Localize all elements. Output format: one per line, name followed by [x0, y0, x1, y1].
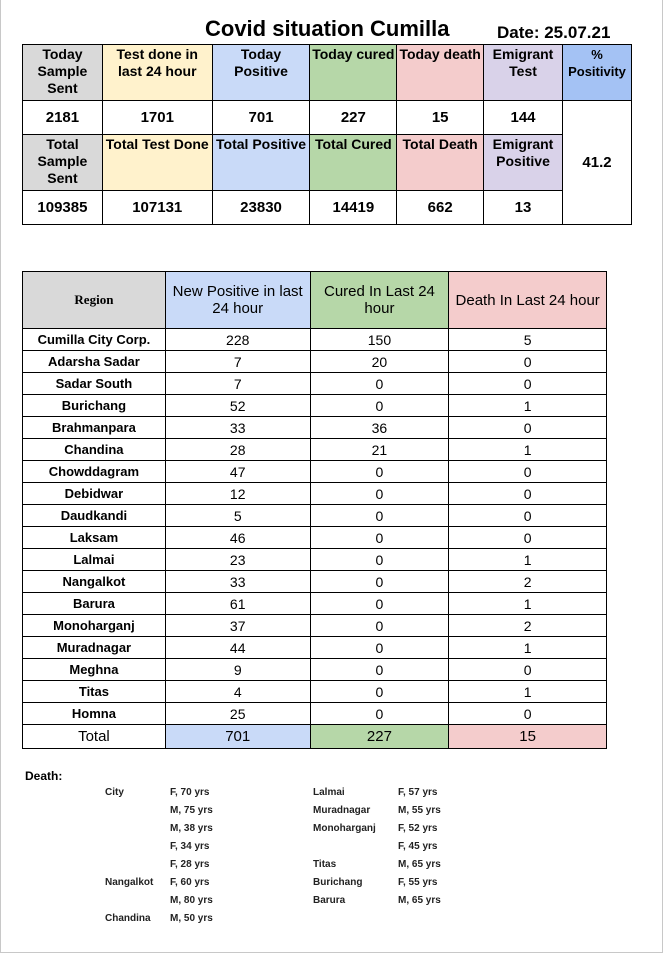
cured-cell: 0 [310, 571, 449, 593]
table-row [23, 615, 607, 637]
death-cell: 1 [449, 395, 607, 417]
death-detail: F, 70 yrs [170, 787, 210, 798]
death-label: Death: [25, 769, 63, 783]
today-death-header: Today death [397, 45, 484, 101]
death-place [105, 856, 153, 874]
death-place: Nangalkot [105, 877, 154, 888]
death-header: Death In Last 24 hour [449, 272, 607, 329]
death-cell: 1 [449, 681, 607, 703]
table-row [23, 659, 607, 681]
total-test-done-header: Total Test Done [102, 135, 212, 191]
table-row [23, 351, 607, 373]
cured-cell: 20 [310, 351, 449, 373]
death-place: Lalmai [313, 787, 345, 798]
emigrant-positive-header: Emigrant Positive [484, 135, 563, 191]
death-cell: 0 [449, 527, 607, 549]
region-name-cell: Daudkandi [23, 505, 166, 527]
new-positive-cell: 25 [165, 703, 310, 725]
new-positive-header: New Positive in last 24 hour [165, 272, 310, 329]
total-positive-value: 23830 [212, 191, 310, 225]
death-cell: 1 [449, 439, 607, 461]
new-positive-cell: 228 [165, 329, 310, 351]
death-detail: M, 65 yrs [398, 895, 441, 906]
page-title: Covid situation Cumilla [205, 16, 450, 41]
death-detail: F, 45 yrs [398, 841, 438, 852]
death-place: Muradnagar [313, 805, 371, 816]
cured-cell: 0 [310, 373, 449, 395]
table-row [23, 527, 607, 549]
death-place [105, 892, 153, 910]
table-row [23, 549, 607, 571]
death-detail: F, 34 yrs [170, 841, 210, 852]
region-name-cell: Burichang [23, 395, 166, 417]
death-place [105, 838, 153, 856]
total-row [23, 725, 607, 749]
death-cell: 0 [449, 505, 607, 527]
death-detail: M, 80 yrs [170, 895, 213, 906]
new-positive-cell: 33 [165, 417, 310, 439]
new-positive-cell: 52 [165, 395, 310, 417]
total-header-row [23, 135, 632, 191]
new-positive-cell: 46 [165, 527, 310, 549]
emigrant-test-value: 144 [484, 101, 563, 135]
new-positive-cell: 4 [165, 681, 310, 703]
new-positive-cell: 47 [165, 461, 310, 483]
new-positive-cell: 12 [165, 483, 310, 505]
death-cell: 0 [449, 373, 607, 395]
today-sample-sent-header: Today Sample Sent [23, 45, 103, 101]
new-positive-cell: 28 [165, 439, 310, 461]
death-place: City [105, 787, 124, 798]
region-header-row [23, 272, 607, 329]
today-cured-header: Today cured [310, 45, 397, 101]
today-sample-sent-value: 2181 [23, 101, 103, 135]
region-name-cell: Titas [23, 681, 166, 703]
death-cell: 0 [449, 417, 607, 439]
total-cured: 227 [310, 725, 449, 749]
today-positive-value: 701 [212, 101, 310, 135]
region-table [22, 271, 607, 749]
table-row [23, 637, 607, 659]
cured-cell: 0 [310, 681, 449, 703]
positivity-value: 41.2 [562, 101, 631, 225]
cured-cell: 0 [310, 615, 449, 637]
total-test-done-value: 107131 [102, 191, 212, 225]
death-detail: F, 52 yrs [398, 823, 438, 834]
new-positive-cell: 5 [165, 505, 310, 527]
region-name-cell: Sadar South [23, 373, 166, 395]
region-name-cell: Barura [23, 593, 166, 615]
cured-header: Cured In Last 24 hour [310, 272, 449, 329]
death-cell: 1 [449, 637, 607, 659]
cured-cell: 0 [310, 637, 449, 659]
region-name-cell: Cumilla City Corp. [23, 329, 166, 351]
table-row [23, 417, 607, 439]
total-death-value: 662 [397, 191, 484, 225]
cured-cell: 0 [310, 461, 449, 483]
death-place: Chandina [105, 913, 151, 924]
today-cured-value: 227 [310, 101, 397, 135]
death-place [313, 838, 376, 856]
cured-cell: 0 [310, 505, 449, 527]
total-new-positive: 701 [165, 725, 310, 749]
table-row [23, 505, 607, 527]
table-row [23, 461, 607, 483]
new-positive-cell: 7 [165, 351, 310, 373]
total-values-row [23, 191, 632, 225]
total-death: 15 [449, 725, 607, 749]
region-name-cell: Muradnagar [23, 637, 166, 659]
cured-cell: 0 [310, 483, 449, 505]
table-row [23, 329, 607, 351]
positivity-header: % Positivity [562, 45, 631, 101]
region-name-cell: Homna [23, 703, 166, 725]
region-name-cell: Debidwar [23, 483, 166, 505]
cured-cell: 0 [310, 549, 449, 571]
death-detail: M, 50 yrs [170, 913, 213, 924]
today-values-row [23, 101, 632, 135]
death-cell: 2 [449, 615, 607, 637]
region-name-cell: Laksam [23, 527, 166, 549]
death-cell: 0 [449, 659, 607, 681]
death-cell: 0 [449, 483, 607, 505]
death-place [105, 802, 153, 820]
report-date: Date: 25.07.21 [497, 23, 611, 42]
region-name-cell: Meghna [23, 659, 166, 681]
death-right-places [313, 784, 376, 910]
death-detail: M, 38 yrs [170, 823, 213, 834]
death-place: Burichang [313, 877, 363, 888]
region-name-cell: Chowddagram [23, 461, 166, 483]
cured-cell: 0 [310, 395, 449, 417]
total-cured-header: Total Cured [310, 135, 397, 191]
test-done-24h-header: Test done in last 24 hour [102, 45, 212, 101]
table-row [23, 483, 607, 505]
death-place: Monoharganj [313, 823, 376, 834]
death-cell: 1 [449, 549, 607, 571]
new-positive-cell: 44 [165, 637, 310, 659]
table-row [23, 395, 607, 417]
cured-cell: 0 [310, 659, 449, 681]
test-done-24h-value: 1701 [102, 101, 212, 135]
region-name-cell: Nangalkot [23, 571, 166, 593]
table-row [23, 703, 607, 725]
death-cell: 2 [449, 571, 607, 593]
cured-cell: 21 [310, 439, 449, 461]
cured-cell: 0 [310, 527, 449, 549]
death-left-details [170, 784, 213, 928]
death-place: Barura [313, 895, 346, 906]
region-name-cell: Adarsha Sadar [23, 351, 166, 373]
cured-cell: 150 [310, 329, 449, 351]
total-positive-header: Total Positive [212, 135, 310, 191]
region-header: Region [23, 272, 166, 329]
table-row [23, 439, 607, 461]
cured-cell: 36 [310, 417, 449, 439]
death-place [105, 820, 153, 838]
today-death-value: 15 [397, 101, 484, 135]
new-positive-cell: 9 [165, 659, 310, 681]
death-detail: F, 57 yrs [398, 787, 438, 798]
death-detail: M, 75 yrs [170, 805, 213, 816]
table-row [23, 681, 607, 703]
death-cell: 0 [449, 351, 607, 373]
death-detail: F, 55 yrs [398, 877, 438, 888]
death-cell: 0 [449, 703, 607, 725]
emigrant-positive-value: 13 [484, 191, 563, 225]
total-label: Total [23, 725, 166, 749]
today-positive-header: Today Positive [212, 45, 310, 101]
table-row [23, 571, 607, 593]
total-sample-sent-value: 109385 [23, 191, 103, 225]
death-cell: 5 [449, 329, 607, 351]
death-detail: F, 28 yrs [170, 859, 210, 870]
new-positive-cell: 7 [165, 373, 310, 395]
region-name-cell: Lalmai [23, 549, 166, 571]
new-positive-cell: 37 [165, 615, 310, 637]
region-name-cell: Monoharganj [23, 615, 166, 637]
table-row [23, 593, 607, 615]
death-left-places [105, 784, 153, 928]
death-cell: 0 [449, 461, 607, 483]
death-detail: F, 60 yrs [170, 877, 210, 888]
table-row [23, 373, 607, 395]
today-header-row [23, 45, 632, 101]
total-death-header: Total Death [397, 135, 484, 191]
death-detail: M, 65 yrs [398, 859, 441, 870]
region-name-cell: Chandina [23, 439, 166, 461]
region-name-cell: Brahmanpara [23, 417, 166, 439]
death-place: Titas [313, 859, 337, 870]
death-cell: 1 [449, 593, 607, 615]
emigrant-test-header: Emigrant Test [484, 45, 563, 101]
new-positive-cell: 33 [165, 571, 310, 593]
total-cured-value: 14419 [310, 191, 397, 225]
death-right-details [398, 784, 441, 910]
new-positive-cell: 61 [165, 593, 310, 615]
total-sample-sent-header: Total Sample Sent [23, 135, 103, 191]
cured-cell: 0 [310, 703, 449, 725]
summary-table [22, 44, 632, 225]
cured-cell: 0 [310, 593, 449, 615]
new-positive-cell: 23 [165, 549, 310, 571]
death-detail: M, 55 yrs [398, 805, 441, 816]
